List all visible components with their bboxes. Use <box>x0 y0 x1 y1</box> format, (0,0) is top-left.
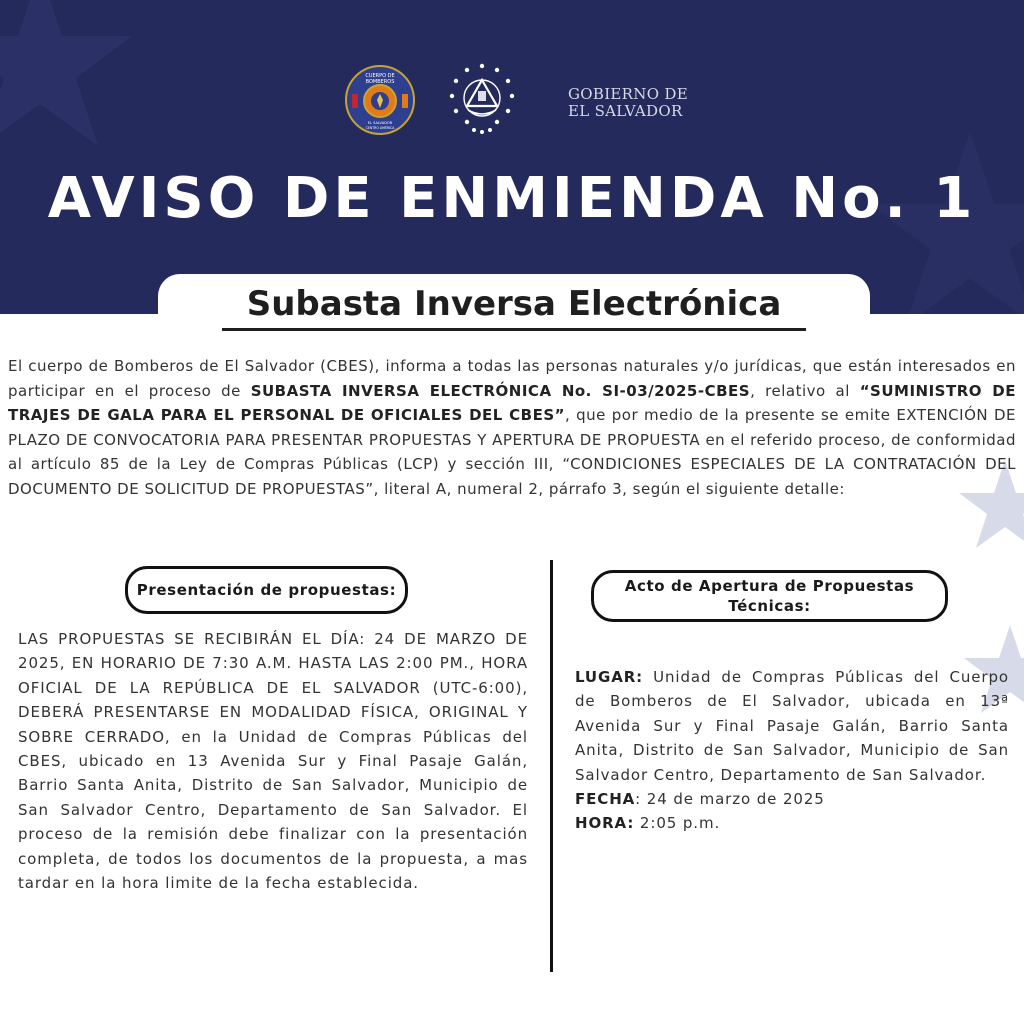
intro-text-2: , relativo al <box>750 381 860 400</box>
logo-text-line-3: EL SALVADOR <box>367 121 393 125</box>
opening-label <box>591 570 948 622</box>
logo-text-line-4: CENTRO AMÉRICA <box>365 126 395 130</box>
government-wordmark <box>568 86 688 120</box>
intro-paragraph <box>8 354 1016 501</box>
bomberos-logo <box>344 64 416 136</box>
intro-bold-supply: “SUMINISTRO DE TRAJES DE GALA PARA EL PERSONAL DE OFICIALES DEL CBES” <box>8 381 1016 424</box>
lugar-value: Unidad de Compras Públicas del Cuerpo de Bomberos de El Salvador, ubicada en 13ª Avenida Sur y Final Pasaje Galán, Barrio Santa Anita, Distrito de San Salvador, Municipio de San Salvador Centro, Departamento de San Salvador. <box>575 668 1009 784</box>
fecha-label: FECHA <box>575 790 636 809</box>
gov-line-2: EL SALVADOR <box>568 102 683 120</box>
opening-label-line-1: Acto de Apertura de Propuestas <box>624 577 915 595</box>
opening-label-line-2: Técnicas: <box>728 597 811 615</box>
page-title: AVISO DE ENMIENDA No. 1 <box>47 166 977 231</box>
hora-label: HORA: <box>575 814 635 833</box>
logo-text-line-2: BOMBEROS <box>365 79 395 85</box>
subtitle-underline <box>222 328 806 331</box>
subtitle: Subasta Inversa Electrónica <box>246 284 782 324</box>
fecha-row <box>575 787 1009 811</box>
logo-text-line-1: CUERPO DE <box>365 73 395 79</box>
intro-bold-process: SUBASTA INVERSA ELECTRÓNICA No. SI-03/2025-CBES <box>250 381 751 400</box>
hora-value: 2:05 p.m. <box>634 814 721 833</box>
proposals-label: Presentación de propuestas: <box>125 566 408 614</box>
header-banner <box>0 0 1024 314</box>
proposals-body: LAS PROPUESTAS SE RECIBIRÁN EL DÍA: 24 DE MARZO DE 2025, EN HORARIO DE 7:30 A.M. HASTA LAS 2:00 PM., HORA OFICIAL DE LA REPÚBLICA DE EL SALVADOR (UTC-6:00), DEBERÁ PRESENTARSE EN MODALIDAD FÍSICA, ORIGINAL Y SOBRE CERRADO, en la Unidad de Compras Públicas del CBES, ubicado en 13 Avenida Sur y Final Pasaje Galán, Barrio Santa Anita, Distrito de San Salvador, Municipio de San Salvador Centro, Departamento de San Salvador. El proceso de la remisión debe finalizar con la presentación completa, de todos los documentos de la propuesta, a mas tardar en la hora limite de la fecha establecida. <box>18 630 528 893</box>
intro-text-1: El cuerpo de Bomberos de El Salvador (CBES), informa a todas las personas naturales y/o jurídicas, que están interesados en participar en el proceso de <box>8 357 1016 400</box>
opening-details <box>575 665 1009 836</box>
lugar-label: LUGAR: <box>575 668 644 686</box>
column-divider <box>550 560 553 972</box>
intro-text-3: , que por medio de la presente se emite EXTENCIÓN DE PLAZO DE CONVOCATORIA PARA PRESENTAR PROPUESTAS Y APERTURA DE PROPUESTA en el referido proceso, de conformidad al artículo 85 de la Ley de Compras Públicas (LCP) y sección III, “CONDICIONES ESPECIALES DE LA CONTRATACIÓN DEL DOCUMENTO DE SOLICITUD DE PROPUESTAS”, literal A, numeral 2, párrafo 3, según el siguiente detalle: <box>8 406 1016 498</box>
hora-row <box>575 811 1009 835</box>
fecha-value: : 24 de marzo de 2025 <box>635 790 825 809</box>
logos-row <box>0 62 1024 134</box>
national-emblem-icon <box>446 62 518 136</box>
lugar-row <box>575 665 1009 787</box>
gov-line-1: GOBIERNO DE <box>568 85 688 103</box>
